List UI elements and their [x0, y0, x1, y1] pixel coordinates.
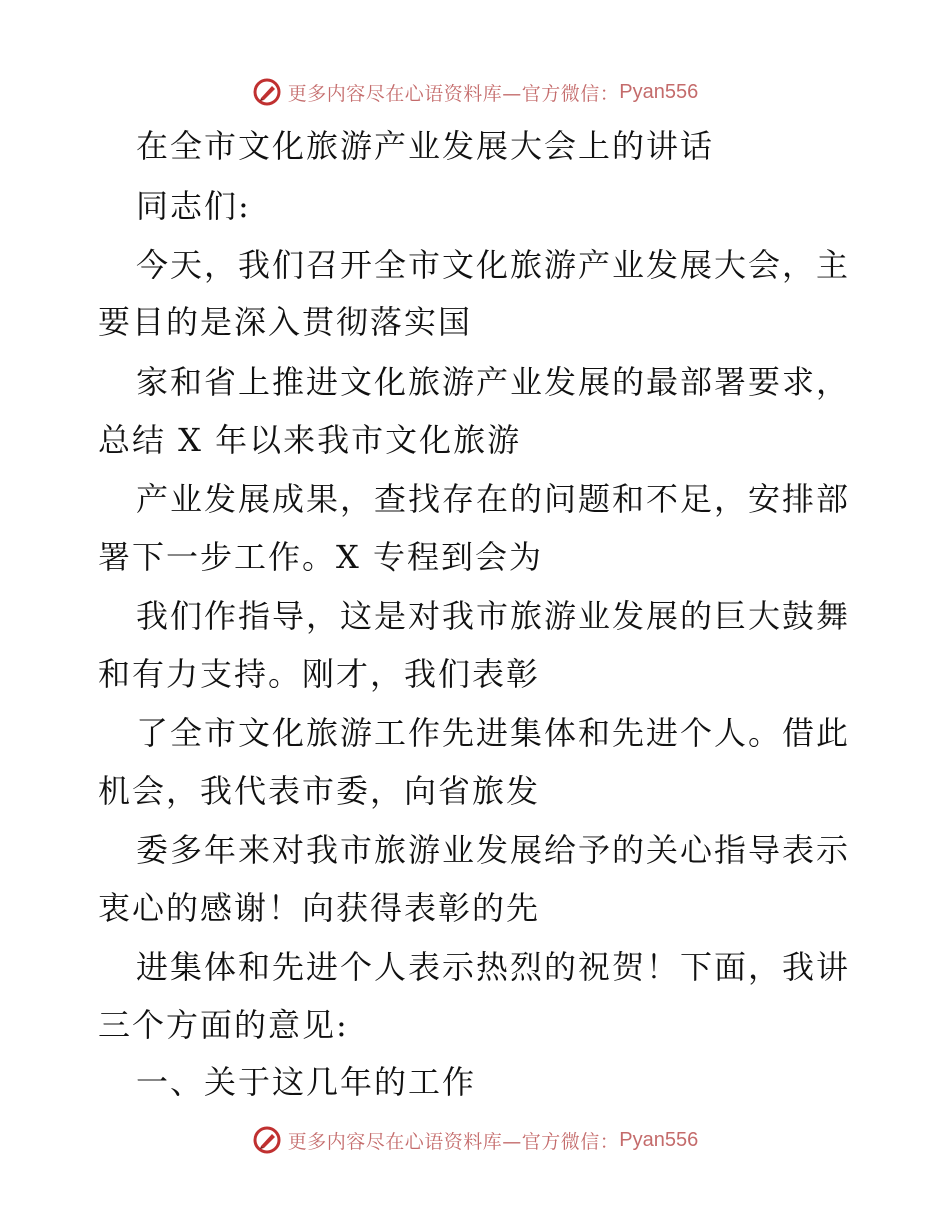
text-line: 总结 X 年以来我市文化旅游 — [98, 421, 522, 459]
watermark-id: Pyan556 — [619, 80, 699, 103]
text-line: 三个方面的意见: — [98, 1006, 349, 1044]
text-line: 署下一步工作。X 专程到会为 — [98, 538, 543, 576]
text-line: 今天，我们召开全市文化旅游产业发展大会，主 — [136, 246, 851, 284]
watermark-text: 更多内容尽在心语资料库—官方微信： — [287, 1130, 620, 1153]
footer-watermark — [0, 1120, 950, 1160]
text-line: 委多年来对我市旅游业发展给予的关心指导表示 — [136, 831, 851, 869]
section-heading: 一、关于这几年的工作 — [136, 1063, 477, 1101]
text-line: 和有力支持。刚才，我们表彰 — [98, 655, 541, 693]
watermark-text: 更多内容尽在心语资料库—官方微信： — [287, 82, 620, 105]
text-line: 产业发展成果，查找存在的问题和不足，安排部 — [136, 480, 851, 518]
text-line: 衷心的感谢！向获得表彰的先 — [98, 889, 541, 927]
pen-logo-icon — [252, 1125, 282, 1155]
text-line: 我们作指导，这是对我市旅游业发展的巨大鼓舞 — [136, 597, 851, 635]
text-line: 要目的是深入贯彻落实国 — [98, 303, 473, 341]
text-line: 家和省上推进文化旅游产业发展的最部署要求， — [136, 363, 851, 401]
salutation: 同志们: — [136, 187, 251, 225]
watermark-id: Pyan556 — [619, 1128, 699, 1151]
text-line: 进集体和先进个人表示热烈的祝贺！下面，我讲 — [136, 948, 851, 986]
text-line: 了全市文化旅游工作先进集体和先进个人。借此 — [136, 714, 851, 752]
text-line: 机会，我代表市委，向省旅发 — [98, 772, 541, 810]
document-title: 在全市文化旅游产业发展大会上的讲话 — [136, 127, 715, 165]
